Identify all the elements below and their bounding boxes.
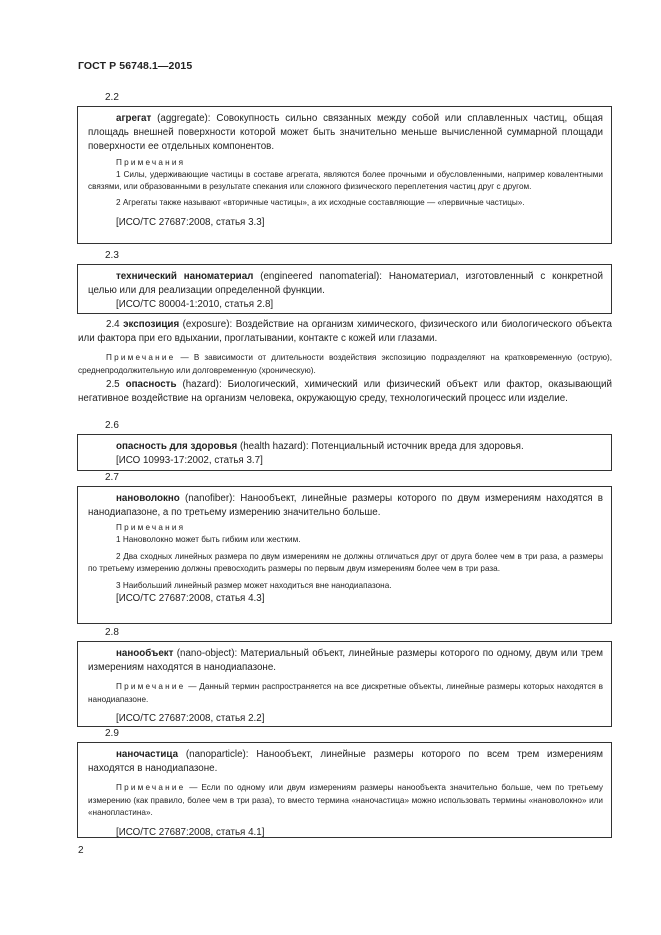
term: экспозиция bbox=[123, 319, 180, 330]
definition-text: : Нанообъект, линейные размеры которого по двум измерениям находятся в нанодиапазоне, а по третьему измерению значительно больше. bbox=[88, 493, 603, 519]
notes-heading: Примечания bbox=[116, 523, 186, 533]
term-number: 2.7 bbox=[105, 472, 119, 483]
definition-text: : Совокупность сильно связанных между собой или сплавленных частиц, общая площадь внешней поверхности которой может быть значительно меньше вычисленной суммарной площади поверхности ее отдельных компонентов. bbox=[88, 113, 603, 153]
note bbox=[88, 681, 603, 706]
note-label: Примечание bbox=[106, 353, 176, 363]
term-english: (nanoparticle) bbox=[178, 749, 246, 760]
term-box-health-hazard bbox=[77, 434, 612, 471]
definition-text: : Воздействие на организм химического, физического или биологического объекта или фактора при его вдыхании, проглатывании, контакте с кожей или глазами. bbox=[78, 319, 612, 345]
term-number: 2.6 bbox=[105, 420, 119, 431]
term-box-nano-object bbox=[77, 641, 612, 727]
term: нанообъект bbox=[116, 648, 174, 659]
term: нановолокно bbox=[116, 493, 180, 504]
term-english: (nanofiber) bbox=[179, 493, 233, 504]
term-english: (engineered nanomaterial) bbox=[253, 271, 380, 282]
term-english: (nano-object) bbox=[173, 648, 235, 659]
term: агрегат bbox=[116, 113, 152, 124]
definition bbox=[88, 270, 603, 298]
note: 3 Наибольший линейный размер может находиться вне нанодиапазона. bbox=[116, 580, 392, 590]
note-label: Примечание bbox=[116, 682, 186, 692]
note bbox=[88, 782, 603, 819]
source-reference: [ИСО/ТС 27687:2008, статья 4.3] bbox=[116, 593, 265, 605]
term-number: 2.3 bbox=[105, 250, 119, 261]
definition-text: : Нанообъект, линейные размеры которого по всем трем измерениям находятся в нанодиапазоне. bbox=[88, 749, 603, 775]
note: 1 Нановолокно может быть гибким или жестким. bbox=[116, 535, 301, 545]
document-header: ГОСТ Р 56748.1—2015 bbox=[78, 60, 193, 72]
term-number: 2.9 bbox=[105, 728, 119, 739]
note-label: Примечание bbox=[116, 783, 186, 793]
term-entry-exposure bbox=[78, 318, 612, 377]
term-number: 2.4 bbox=[106, 319, 120, 330]
note-text: — Если по одному или двум измерениям размеры нанообъекта значительно больше, чем по третьему измерению (как правило, более чем в три раза), то вместо термина «наночастица» можно использовать термины «нановолокно» или «нанопластина». bbox=[88, 783, 603, 818]
definition bbox=[88, 647, 603, 675]
definition bbox=[78, 318, 612, 346]
term-box-nanofiber bbox=[77, 486, 612, 624]
definition-text: : Потенциальный источник вреда для здоровья. bbox=[305, 441, 524, 452]
term-english: (health hazard) bbox=[237, 441, 306, 452]
definition-text: : Наноматериал, изготовленный с конкретной целью или для реализации определенной функции. bbox=[88, 271, 604, 297]
definition-text: : Материальный объект, линейные размеры которого по одному, двум или трем измерениям находятся в нанодиапазоне. bbox=[88, 648, 603, 674]
source-reference: [ИСО/ТС 80004-1:2010, статья 2.8] bbox=[116, 299, 274, 311]
term-box-nanoparticle bbox=[77, 742, 612, 838]
source-reference: [ИСО/ТС 27687:2008, статья 3.3] bbox=[116, 216, 265, 228]
term-box-engineered-nanomaterial bbox=[77, 264, 612, 314]
note-text: — В зависимости от длительности воздействия экспозицию подразделяют на кратковременную (острую), среднепродолжительную или долговременную (хроническую). bbox=[78, 353, 612, 375]
definition bbox=[88, 492, 603, 520]
term-english: (aggregate) bbox=[151, 113, 208, 124]
definition-text: : Биологический, химический или физический объект или фактор, оказывающий негативное воздействие на организм человека, окружающую среду, технологический процесс или изделие. bbox=[78, 379, 612, 405]
term-number: 2.2 bbox=[105, 92, 119, 103]
note: 1 Силы, удерживающие частицы в составе агрегата, являются более прочными и обусловленными, например ковалентными связями, или образованными в результате спекания или сложного физического переплетения частиц друг с другом. bbox=[88, 169, 603, 192]
term-number: 2.5 bbox=[106, 379, 120, 390]
term: технический наноматериал bbox=[116, 271, 254, 282]
note-text: — Данный термин распространяется на все дискретные объекты, линейные размеры которых находятся в нанодиапазоне. bbox=[88, 682, 603, 704]
source-reference: [ИСО/ТС 27687:2008, статья 2.2] bbox=[116, 713, 265, 725]
notes-heading: Примечания bbox=[116, 157, 186, 167]
term: опасность bbox=[125, 379, 177, 390]
source-reference: [ИСО 10993-17:2002, статья 3.7] bbox=[116, 455, 263, 467]
note: 2 Агрегаты также называют «вторичные частицы», а их исходные составляющие — «первичные частицы». bbox=[116, 198, 525, 208]
term-box-aggregate bbox=[77, 106, 612, 244]
note bbox=[78, 352, 612, 377]
source-reference: [ИСО/ТС 27687:2008, статья 4.1] bbox=[116, 826, 265, 838]
term-english: (hazard) bbox=[176, 379, 219, 390]
definition bbox=[88, 112, 603, 155]
page-number: 2 bbox=[78, 845, 84, 856]
note: 2 Два сходных линейных размера по двум измерениям не должны отличаться друг от друга более чем в три раза, а размеры по третьему измерению должны превосходить размеры по первым двум измерениям более чем в три раза. bbox=[88, 551, 603, 574]
term: опасность для здоровья bbox=[116, 441, 238, 452]
definition bbox=[78, 378, 612, 406]
term-english: (exposure) bbox=[179, 319, 230, 330]
term-entry-hazard bbox=[78, 378, 612, 406]
definition bbox=[88, 748, 603, 776]
term: наночастица bbox=[116, 749, 179, 760]
definition bbox=[88, 440, 603, 454]
term-number: 2.8 bbox=[105, 627, 119, 638]
